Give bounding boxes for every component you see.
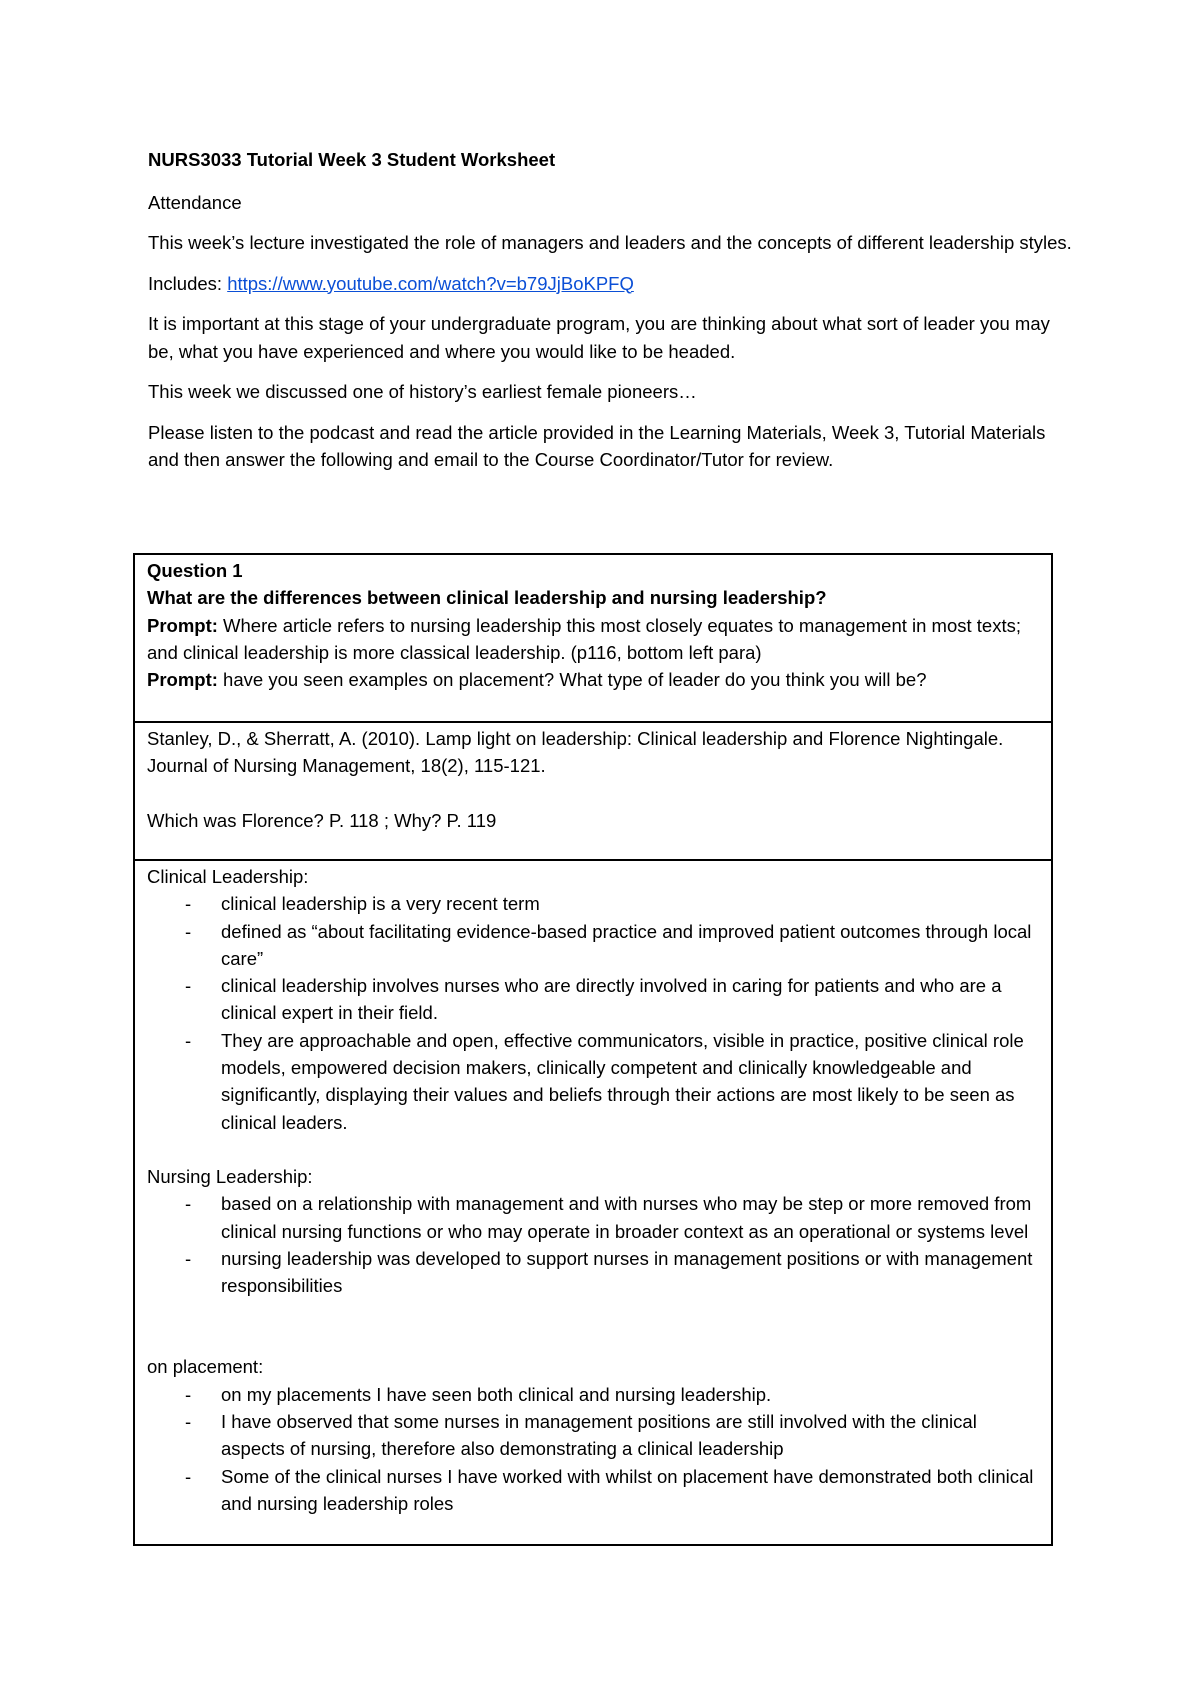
youtube-link[interactable]: https://www.youtube.com/watch?v=b79JjBoKPFQ — [227, 272, 634, 294]
list-item: - nursing leadership was developed to support nurses in management positions or with management responsibilities — [185, 1247, 1033, 1297]
clinical-leadership-heading: Clinical Leadership: — [147, 866, 309, 887]
includes-label: Includes: — [148, 272, 228, 294]
question-table — [133, 553, 1053, 1546]
nursing-leadership-heading: Nursing Leadership: — [147, 1165, 313, 1187]
prompt-label: Prompt: — [147, 669, 218, 691]
pioneers-paragraph: This week we discussed one of history’s earliest female pioneers… — [148, 381, 697, 402]
prompt-two-text: have you seen examples on placement? What type of leader do you think you will be? — [217, 669, 927, 691]
prompt-label: Prompt: — [147, 614, 218, 636]
question-number: Question 1 — [147, 560, 243, 581]
reference-citation: Stanley, D., & Sherratt, A. (2010). Lamp light on leadership: Clinical leadership and Florence Nightingale. Journal of Nursing Management, 18(2), 115-121. — [147, 728, 1004, 777]
list-item: - clinical leadership involves nurses who are directly involved in caring for patients and who are a clinical expert in their field. — [185, 975, 1002, 1024]
question-cell — [135, 555, 1051, 723]
prompt-one-text: Where article refers to nursing leadership this most closely equates to management in most texts; and clinical leadership is more classical leadership. (p116, bottom left para) — [147, 614, 1021, 663]
lecture-paragraph: This week’s lecture investigated the role of managers and leaders and the concepts of different leadership styles. — [148, 232, 1072, 253]
attendance-text: Attendance — [148, 191, 242, 213]
list-item: - based on a relationship with management and with nurses who may be step or more removed from clinical nursing functions or who may operate in broader context as an operational or systems level — [185, 1193, 1032, 1242]
prompt-two — [147, 666, 1039, 693]
list-item: - Some of the clinical nurses I have worked with whilst on placement have demonstrated both clinical and nursing leadership roles — [185, 1465, 1034, 1514]
includes-paragraph — [148, 270, 1078, 298]
list-item: - They are approachable and open, effective communicators, visible in practice, positive clinical role models, empowered decision makers, clinically competent and clinically knowledgeable and significantly, displaying their values and beliefs through their actions are most likely to be seen as clinical leaders. — [185, 1029, 1024, 1133]
document-title: NURS3033 Tutorial Week 3 Student Worksheet — [148, 149, 556, 170]
clinical-leadership-list — [147, 890, 1039, 1136]
prompt-one — [147, 612, 1039, 667]
answer-cell — [135, 861, 1051, 1544]
nursing-leadership-list — [147, 1190, 1039, 1299]
placement-heading: on placement: — [147, 1356, 264, 1378]
placement-list — [147, 1381, 1039, 1517]
instructions-paragraph: Please listen to the podcast and read the article provided in the Learning Materials, Week 3, Tutorial Materials and then answer the following and email to the Course Coordinator/Tutor for review. — [148, 421, 1046, 470]
list-item: - defined as “about facilitating evidence-based practice and improved patient outcomes through local care” — [185, 920, 1032, 969]
worksheet-intro — [148, 146, 1078, 487]
question-text: What are the differences between clinical leadership and nursing leadership? — [147, 587, 827, 609]
reference-question: Which was Florence? P. 118 ; Why? P. 119 — [147, 809, 497, 831]
list-item: - clinical leadership is a very recent term — [185, 893, 540, 915]
reference-cell — [135, 723, 1051, 861]
list-item: - on my placements I have seen both clinical and nursing leadership. — [185, 1383, 772, 1405]
importance-paragraph: It is important at this stage of your undergraduate program, you are thinking about what sort of leader you may be, what you have experienced and where you would like to be headed. — [148, 313, 1050, 362]
list-item: - I have observed that some nurses in management positions are still involved with the clinical aspects of nursing, therefore also demonstrating a clinical leadership — [185, 1411, 977, 1460]
